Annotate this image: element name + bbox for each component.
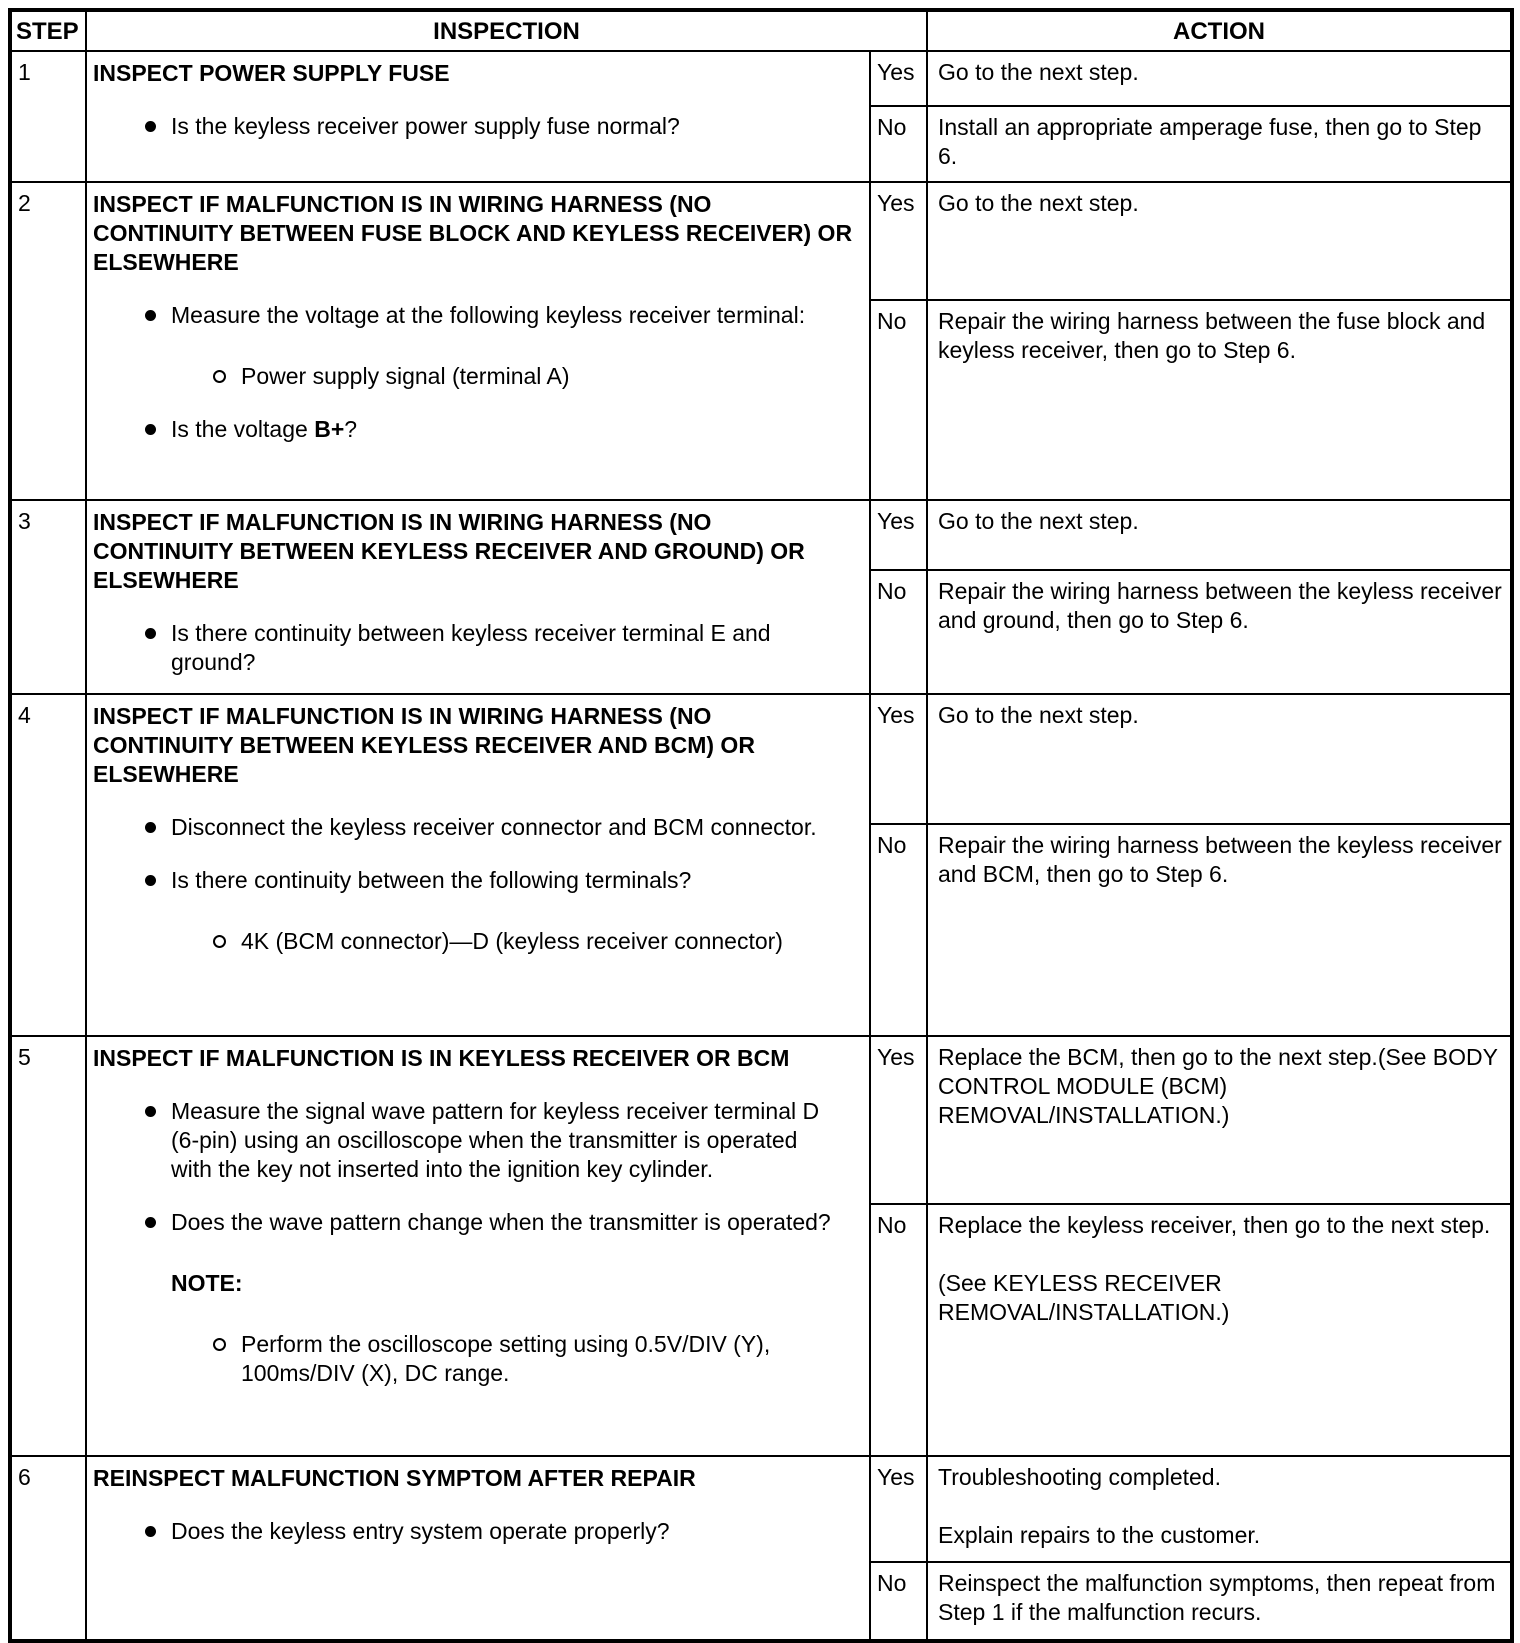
action-paragraph: Replace the BCM, then go to the next step.(See BODY CONTROL MODULE (BCM) REMOVAL/INSTALLATION.) [938, 1044, 1498, 1128]
inspection-column-header: INSPECTION [86, 10, 927, 51]
bold-text-run: NOTE: [171, 1270, 243, 1296]
inspection-item [93, 927, 863, 956]
bullet-icon [145, 1217, 156, 1228]
no-label-cell: No [870, 106, 927, 182]
no-action-cell [927, 570, 1512, 694]
inspection-title: INSPECT IF MALFUNCTION IS IN WIRING HARNESS (NO CONTINUITY BETWEEN KEYLESS RECEIVER AND BCM) OR ELSEWHERE [93, 703, 755, 787]
inspection-item [93, 1330, 863, 1388]
yes-action-cell [927, 51, 1512, 106]
inspection-item-text [171, 1208, 831, 1237]
inspection-item-text [171, 1269, 243, 1298]
bullet-icon [145, 822, 156, 833]
no-action-cell [927, 1562, 1512, 1641]
text-run: Is the keyless receiver power supply fuse normal? [171, 113, 680, 139]
circle-icon [213, 1338, 226, 1351]
no-label-cell: No [870, 1204, 927, 1456]
step-number-cell: 1 [10, 51, 86, 182]
action-paragraph: Go to the next step. [938, 508, 1139, 534]
yes-label-cell: Yes [870, 500, 927, 570]
inspection-item-text [171, 866, 691, 895]
inspection-item [93, 362, 863, 391]
action-paragraph: Explain repairs to the customer. [938, 1522, 1261, 1548]
step-number-cell: 3 [10, 500, 86, 694]
inspection-cell [86, 51, 870, 182]
inspection-cell [86, 1456, 870, 1641]
inspection-item [93, 301, 863, 330]
inspection-item [93, 1208, 863, 1237]
step-row [10, 1456, 1512, 1562]
step-number-cell: 5 [10, 1036, 86, 1456]
inspection-item-text [171, 1097, 831, 1184]
bullet-icon [145, 628, 156, 639]
no-action-cell [927, 300, 1512, 500]
bold-text-run: B+ [314, 416, 345, 442]
text-run: Power supply signal (terminal A) [241, 363, 570, 389]
step-row [10, 182, 1512, 300]
yes-label-cell: Yes [870, 182, 927, 300]
bullet-icon [145, 121, 156, 132]
inspection-item [93, 813, 863, 842]
troubleshooting-table [8, 8, 1514, 1643]
step-number-cell: 6 [10, 1456, 86, 1641]
yes-action-cell [927, 182, 1512, 300]
no-label-cell: No [870, 570, 927, 694]
inspection-item [93, 1269, 863, 1298]
action-paragraph: Repair the wiring harness between the fuse block and keyless receiver, then go to Step 6. [938, 308, 1486, 363]
inspection-item [93, 415, 863, 444]
inspection-title: INSPECT POWER SUPPLY FUSE [93, 60, 450, 86]
inspection-item-text [241, 1330, 841, 1388]
bullet-icon [145, 310, 156, 321]
no-action-cell [927, 106, 1512, 182]
text-run: Does the keyless entry system operate properly? [171, 1518, 670, 1544]
inspection-title: REINSPECT MALFUNCTION SYMPTOM AFTER REPAIR [93, 1465, 696, 1491]
step-row [10, 694, 1512, 824]
inspection-cell [86, 182, 870, 500]
action-paragraph: (See KEYLESS RECEIVER REMOVAL/INSTALLATION.) [938, 1270, 1230, 1325]
inspection-item [93, 1097, 863, 1184]
step-row [10, 500, 1512, 570]
bullet-icon [145, 424, 156, 435]
action-paragraph: Replace the keyless receiver, then go to the next step. [938, 1212, 1491, 1238]
yes-action-cell [927, 694, 1512, 824]
text-run: ? [344, 416, 358, 442]
action-paragraph: Repair the wiring harness between the keyless receiver and ground, then go to Step 6. [938, 578, 1502, 633]
step-row [10, 1036, 1512, 1204]
circle-icon [213, 935, 226, 948]
header-row [10, 10, 1512, 51]
text-run: 4K (BCM connector)—D (keyless receiver connector) [241, 928, 783, 954]
yes-label-cell: Yes [870, 1456, 927, 1562]
inspection-item-text [171, 112, 680, 141]
text-run: Is the voltage [171, 416, 315, 442]
inspection-item-text [171, 1517, 670, 1546]
no-label-cell: No [870, 1562, 927, 1641]
inspection-item-text [241, 927, 783, 956]
text-run: Perform the oscilloscope setting using 0.5V/DIV (Y), 100ms/DIV (X), DC range. [241, 1331, 771, 1386]
bullet-icon [145, 1526, 156, 1537]
step-column-header: STEP [10, 10, 86, 51]
inspection-cell [86, 1036, 870, 1456]
inspection-cell [86, 500, 870, 694]
inspection-item [93, 619, 863, 677]
action-paragraph: Go to the next step. [938, 59, 1139, 85]
no-action-cell [927, 1204, 1512, 1456]
inspection-item-text [241, 362, 570, 391]
no-action-cell [927, 824, 1512, 1036]
action-paragraph: Troubleshooting completed. [938, 1464, 1221, 1490]
text-run: Is there continuity between keyless receiver terminal E and ground? [171, 620, 771, 675]
step-number-cell: 4 [10, 694, 86, 1036]
inspection-item [93, 866, 863, 895]
yes-action-cell [927, 500, 1512, 570]
inspection-item [93, 112, 863, 141]
action-paragraph: Go to the next step. [938, 702, 1139, 728]
inspection-title: INSPECT IF MALFUNCTION IS IN WIRING HARNESS (NO CONTINUITY BETWEEN KEYLESS RECEIVER AND GROUND) OR ELSEWHERE [93, 509, 805, 593]
step-number-cell: 2 [10, 182, 86, 500]
text-run: Disconnect the keyless receiver connector and BCM connector. [171, 814, 817, 840]
yes-label-cell: Yes [870, 1036, 927, 1204]
bullet-icon [145, 875, 156, 886]
no-label-cell: No [870, 300, 927, 500]
inspection-title: INSPECT IF MALFUNCTION IS IN WIRING HARNESS (NO CONTINUITY BETWEEN FUSE BLOCK AND KEYLESS RECEIVER) OR ELSEWHERE [93, 191, 853, 275]
step-row [10, 51, 1512, 106]
yes-action-cell [927, 1456, 1512, 1562]
inspection-item-text [171, 301, 805, 330]
text-run: Does the wave pattern change when the transmitter is operated? [171, 1209, 831, 1235]
bullet-icon [145, 1106, 156, 1117]
yes-label-cell: Yes [870, 694, 927, 824]
inspection-item-text [171, 619, 831, 677]
action-paragraph: Go to the next step. [938, 190, 1139, 216]
circle-icon [213, 370, 226, 383]
text-run: Is there continuity between the following terminals? [171, 867, 692, 893]
inspection-title: INSPECT IF MALFUNCTION IS IN KEYLESS RECEIVER OR BCM [93, 1045, 790, 1071]
action-column-header: ACTION [927, 10, 1512, 51]
action-paragraph: Repair the wiring harness between the keyless receiver and BCM, then go to Step 6. [938, 832, 1502, 887]
action-paragraph: Reinspect the malfunction symptoms, then repeat from Step 1 if the malfunction recurs. [938, 1570, 1496, 1625]
text-run: Measure the voltage at the following keyless receiver terminal: [171, 302, 806, 328]
inspection-cell [86, 694, 870, 1036]
inspection-item-text [171, 415, 357, 444]
yes-action-cell [927, 1036, 1512, 1204]
no-label-cell: No [870, 824, 927, 1036]
action-paragraph: Install an appropriate amperage fuse, then go to Step 6. [938, 114, 1482, 169]
yes-label-cell: Yes [870, 51, 927, 106]
inspection-item [93, 1517, 863, 1546]
text-run: Measure the signal wave pattern for keyless receiver terminal D (6-pin) using an oscilloscope when the transmitter is operated with the key not inserted into the ignition key cylinder. [171, 1098, 820, 1182]
inspection-item-text [171, 813, 817, 842]
